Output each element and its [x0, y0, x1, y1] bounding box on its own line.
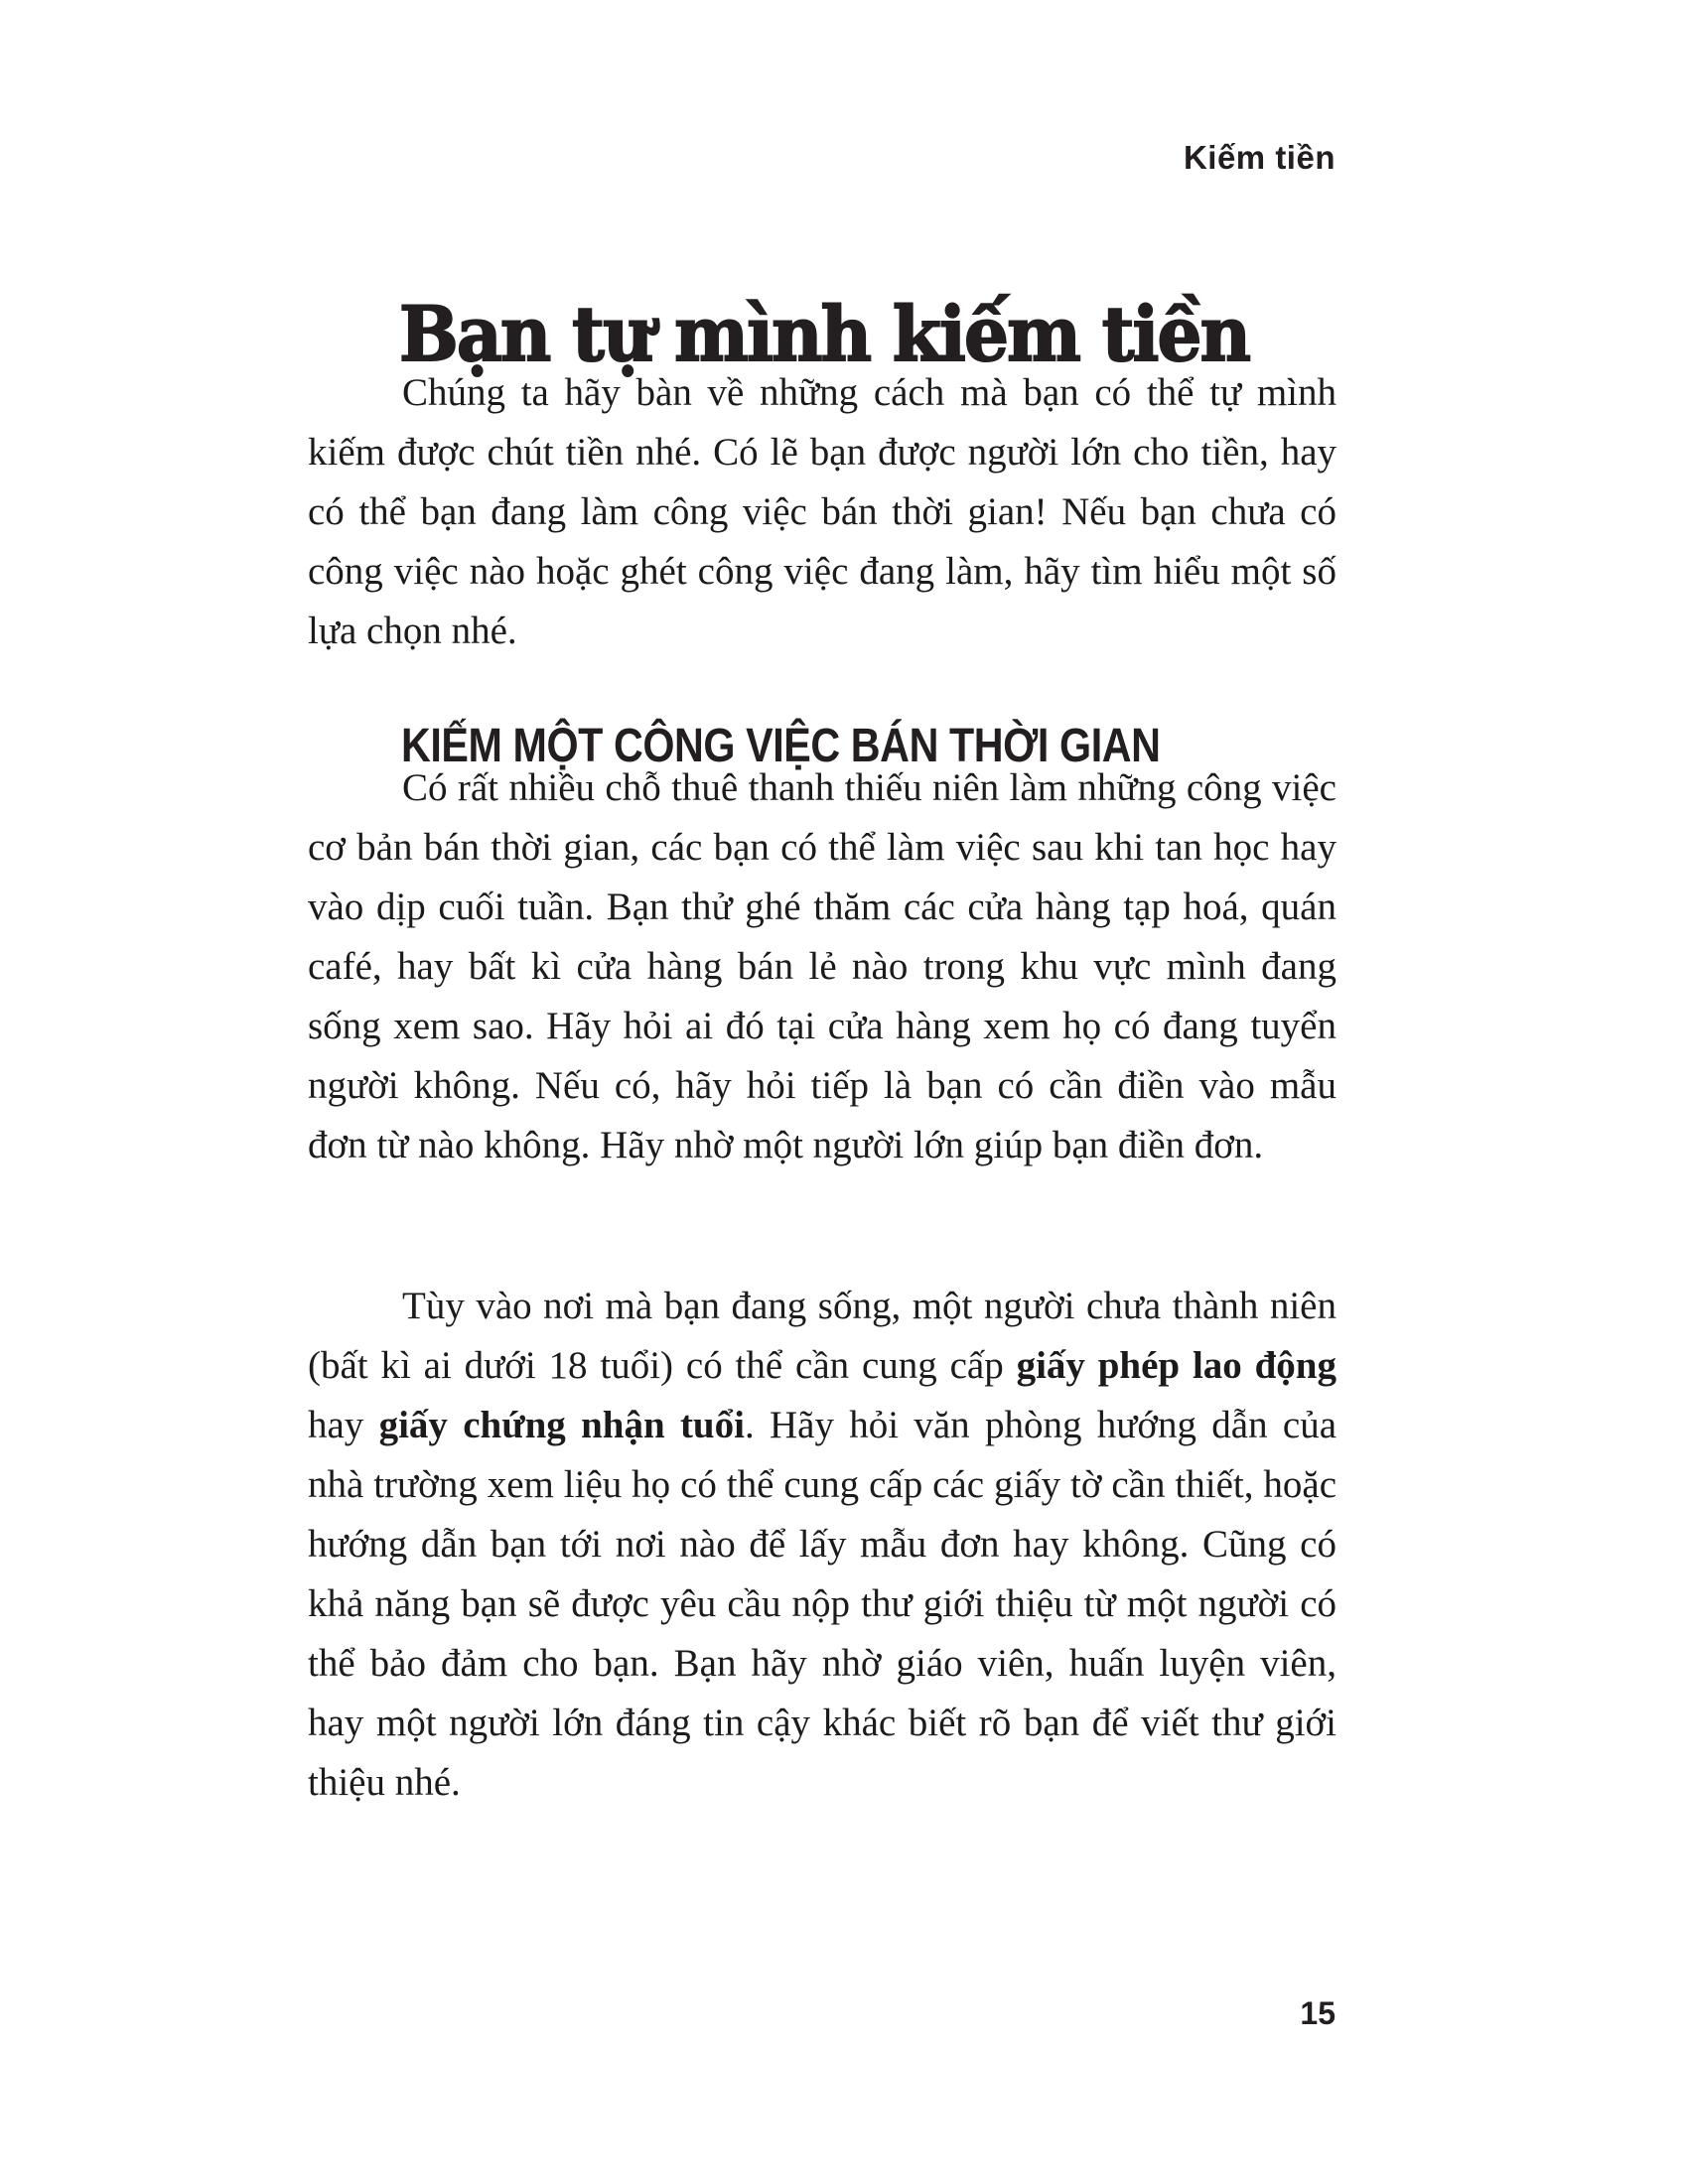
page-number: 15 — [1300, 1995, 1336, 2031]
text-run: hay — [308, 1404, 379, 1446]
running-head: Kiếm tiền — [1183, 139, 1336, 176]
chapter-title: Bạn tự mình kiếm tiền — [399, 289, 1250, 378]
bold-term: giấy phép lao động — [1016, 1344, 1336, 1387]
paragraph-work-permit — [308, 1277, 1336, 1813]
bold-term: giấy chứng nhận tuổi — [378, 1404, 745, 1446]
section-heading: KIẾM MỘT CÔNG VIỆC BÁN THỜI GIAN — [401, 719, 1161, 772]
text-run: . Hãy hỏi văn phòng hướng dẫn của nhà trường xem liệu họ có thể cung cấp các giấy tờ cần thiết, hoặc hướng dẫn bạn tới nơi nào để lấy mẫu đơn hay không. Cũng có khả năng bạn sẽ được yêu cầu nộp thư giới thiệu từ một người có thể bảo đảm cho bạn. Bạn hãy nhờ giáo viên, huấn luyện viên, hay một người lớn đáng tin cậy khác biết rõ bạn để viết thư giới thiệu nhé. — [308, 1404, 1337, 1804]
text-run: Tùy vào nơi mà bạn đang sống, một người chưa thành niên (bất kì ai dưới 18 tuổi) có thể cần cung cấp — [308, 1285, 1336, 1387]
paragraph-intro: Chúng ta hãy bàn về những cách mà bạn có thể tự mình kiếm được chút tiền nhé. Có lẽ bạn được người lớn cho tiền, hay có thể bạn đang làm công việc bán thời gian! Nếu bạn chưa có công việc nào hoặc ghét công việc đang làm, hãy tìm hiểu một số lựa chọn nhé. — [308, 371, 1336, 652]
paragraph-part-time-job: Có rất nhiều chỗ thuê thanh thiếu niên làm những công việc cơ bản bán thời gian, các bạn có thể làm việc sau khi tan học hay vào dịp cuối tuần. Bạn thử ghé thăm các cửa hàng tạp hoá, quán café, hay bất kì cửa hàng bán lẻ nào trong khu vực mình đang sống xem sao. Hãy hỏi ai đó tại cửa hàng xem họ có đang tuyển người không. Nếu có, hãy hỏi tiếp là bạn có cần điền vào mẫu đơn từ nào không. Hãy nhờ một người lớn giúp bạn điền đơn. — [308, 766, 1336, 1166]
